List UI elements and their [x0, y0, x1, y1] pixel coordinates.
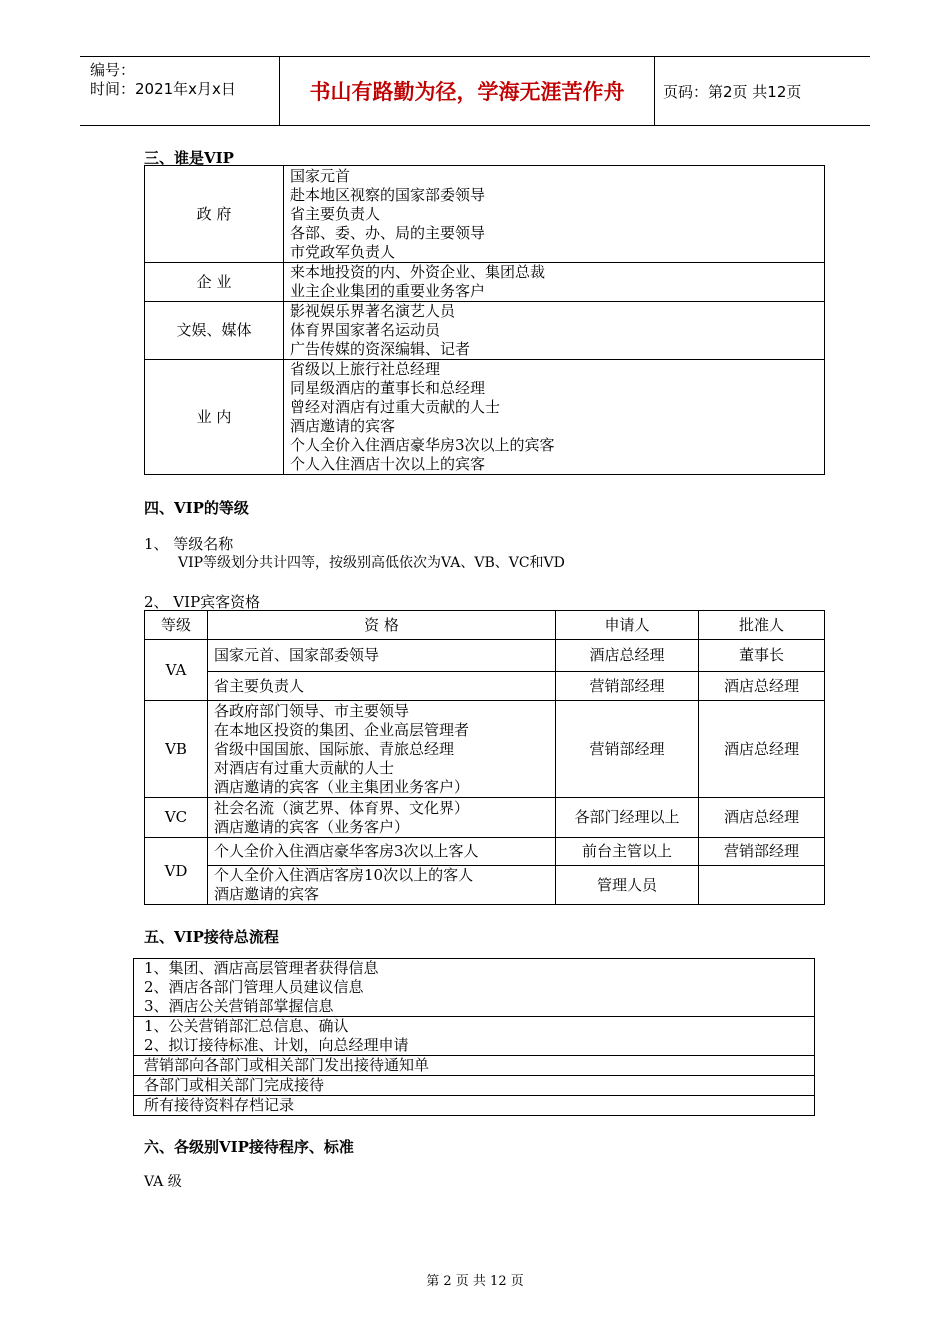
list-item: 同星级酒店的董事长和总经理 — [290, 379, 486, 397]
list-item: 个人全价入住酒店客房10次以上的客人 — [214, 866, 474, 884]
list-item: 省主要负责人 — [290, 204, 381, 223]
column-header: 批准人 — [699, 611, 825, 640]
applicant-cell: 前台主管以上 — [556, 838, 699, 866]
list-item: 体育界国家著名运动员 — [290, 321, 441, 339]
approver-cell: 营销部经理 — [699, 838, 825, 866]
table-row — [145, 672, 825, 701]
list-item: 个人全价入住酒店豪华房3次以上的宾客 — [290, 436, 555, 454]
grade-cell: VA — [145, 640, 208, 701]
header-meta — [80, 57, 280, 125]
table-row — [145, 360, 825, 475]
flow-step: 1、集团、酒店高层管理者获得信息 — [144, 959, 379, 977]
page-footer: 第 2 页 共 12 页 — [426, 1274, 524, 1289]
serial-label: 编号： — [90, 61, 136, 79]
list-item: 市党政军负责人 — [290, 242, 396, 261]
qualification-cell — [208, 866, 556, 905]
list-item: 酒店邀请的宾客 — [290, 417, 396, 435]
flow-step: 1、公关营销部汇总信息、确认 — [144, 1017, 349, 1035]
section-title-6: 六、各级别VIP接待程序、标准 — [144, 1138, 354, 1156]
category-label: 政 府 — [145, 166, 284, 263]
time-label: 时间：2021年x月x日 — [90, 80, 236, 98]
list-item: 广告传媒的资深编辑、记者 — [290, 340, 471, 358]
list-item: 对酒店有过重大贡献的人士 — [214, 758, 395, 777]
qualification-cell: 省主要负责人 — [208, 672, 556, 701]
page-header — [80, 56, 870, 126]
qualification-cell: 国家元首、国家部委领导 — [208, 640, 556, 672]
va-level-heading: VA 级 — [144, 1174, 182, 1190]
list-item: 影视娱乐界著名演艺人员 — [290, 302, 456, 320]
list-item: 来本地投资的内、外资企业、集团总裁 — [290, 263, 546, 281]
table-header-row — [145, 611, 825, 640]
category-label: 企 业 — [145, 263, 284, 302]
list-item: 个人入住酒店十次以上的宾客 — [290, 455, 486, 473]
approver-cell: 酒店总经理 — [699, 701, 825, 798]
table-row — [145, 640, 825, 672]
table-row — [145, 701, 825, 798]
list-item: 省级中国国旅、国际旅、青旅总经理 — [214, 739, 455, 758]
header-motto: 书山有路勤为径，学海无涯苦作舟 — [280, 57, 655, 125]
list-item: 国家元首 — [290, 166, 351, 185]
vip-grade-table — [144, 610, 825, 905]
column-header: 申请人 — [556, 611, 699, 640]
grade-cell: VD — [145, 838, 208, 905]
category-label: 业 内 — [145, 360, 284, 475]
vip-who-table — [144, 165, 825, 475]
applicant-cell: 各部门经理以上 — [556, 798, 699, 838]
table-row — [145, 798, 825, 838]
category-items — [284, 302, 825, 360]
flow-step: 所有接待资料存档记录 — [144, 1096, 295, 1114]
qualification-cell — [208, 798, 556, 838]
section-title-4: 四、VIP的等级 — [144, 499, 249, 517]
approver-cell: 董事长 — [699, 640, 825, 672]
flow-step: 2、酒店各部门管理人员建议信息 — [144, 978, 364, 996]
grade-name-desc: VIP等级划分共计四等，按级别高低依次为VA、VB、VC和VD — [178, 555, 565, 571]
grade-cell: VB — [145, 701, 208, 798]
table-row — [145, 166, 825, 263]
applicant-cell: 管理人员 — [556, 866, 699, 905]
flow-step: 3、酒店公关营销部掌握信息 — [134, 997, 814, 1017]
flow-step: 2、拟订接待标准、计划，向总经理申请 — [134, 1036, 814, 1056]
header-page: 页码：第2页 共12页 — [663, 82, 802, 101]
list-item: 业主企业集团的重要业务客户 — [290, 282, 486, 300]
column-header: 等级 — [145, 611, 208, 640]
qualification-heading: 2、 VIP宾客资格 — [144, 593, 261, 611]
approver-cell: 酒店总经理 — [699, 798, 825, 838]
table-row — [145, 838, 825, 866]
list-item: 社会名流（演艺界、体育界、文化界） — [214, 798, 470, 817]
applicant-cell: 营销部经理 — [556, 701, 699, 798]
table-row — [145, 263, 825, 302]
grade-cell: VC — [145, 798, 208, 838]
applicant-cell: 营销部经理 — [556, 672, 699, 701]
flow-step: 各部门或相关部门完成接待 — [134, 1076, 814, 1096]
column-header: 资 格 — [208, 611, 556, 640]
grade-name-heading: 1、 等级名称 — [144, 535, 234, 553]
list-item: 酒店邀请的宾客（业务客户） — [214, 817, 410, 836]
applicant-cell: 酒店总经理 — [556, 640, 699, 672]
table-row — [145, 302, 825, 360]
approver-cell — [699, 866, 825, 905]
category-items — [284, 263, 825, 302]
category-items — [284, 166, 825, 263]
category-label: 文娱、媒体 — [145, 302, 284, 360]
list-item: 酒店邀请的宾客（业主集团业务客户） — [214, 777, 470, 796]
list-item: 酒店邀请的宾客 — [214, 885, 320, 903]
list-item: 各政府部门领导、市主要领导 — [214, 701, 410, 720]
category-items — [284, 360, 825, 475]
qualification-cell — [208, 701, 556, 798]
list-item: 省级以上旅行社总经理 — [290, 360, 441, 378]
list-item: 曾经对酒店有过重大贡献的人士 — [290, 398, 501, 416]
process-flow-box — [133, 958, 815, 1116]
table-row — [145, 866, 825, 905]
qualification-cell: 个人全价入住酒店豪华客房3次以上客人 — [208, 838, 556, 866]
list-item: 赴本地区视察的国家部委领导 — [290, 185, 486, 204]
section-title-3: 三、谁是VIP — [144, 149, 234, 167]
list-item: 各部、委、办、局的主要领导 — [290, 223, 486, 242]
approver-cell: 酒店总经理 — [699, 672, 825, 701]
flow-step: 营销部向各部门或相关部门发出接待通知单 — [134, 1056, 814, 1076]
list-item: 在本地区投资的集团、企业高层管理者 — [214, 720, 470, 739]
section-title-5: 五、VIP接待总流程 — [144, 928, 279, 946]
